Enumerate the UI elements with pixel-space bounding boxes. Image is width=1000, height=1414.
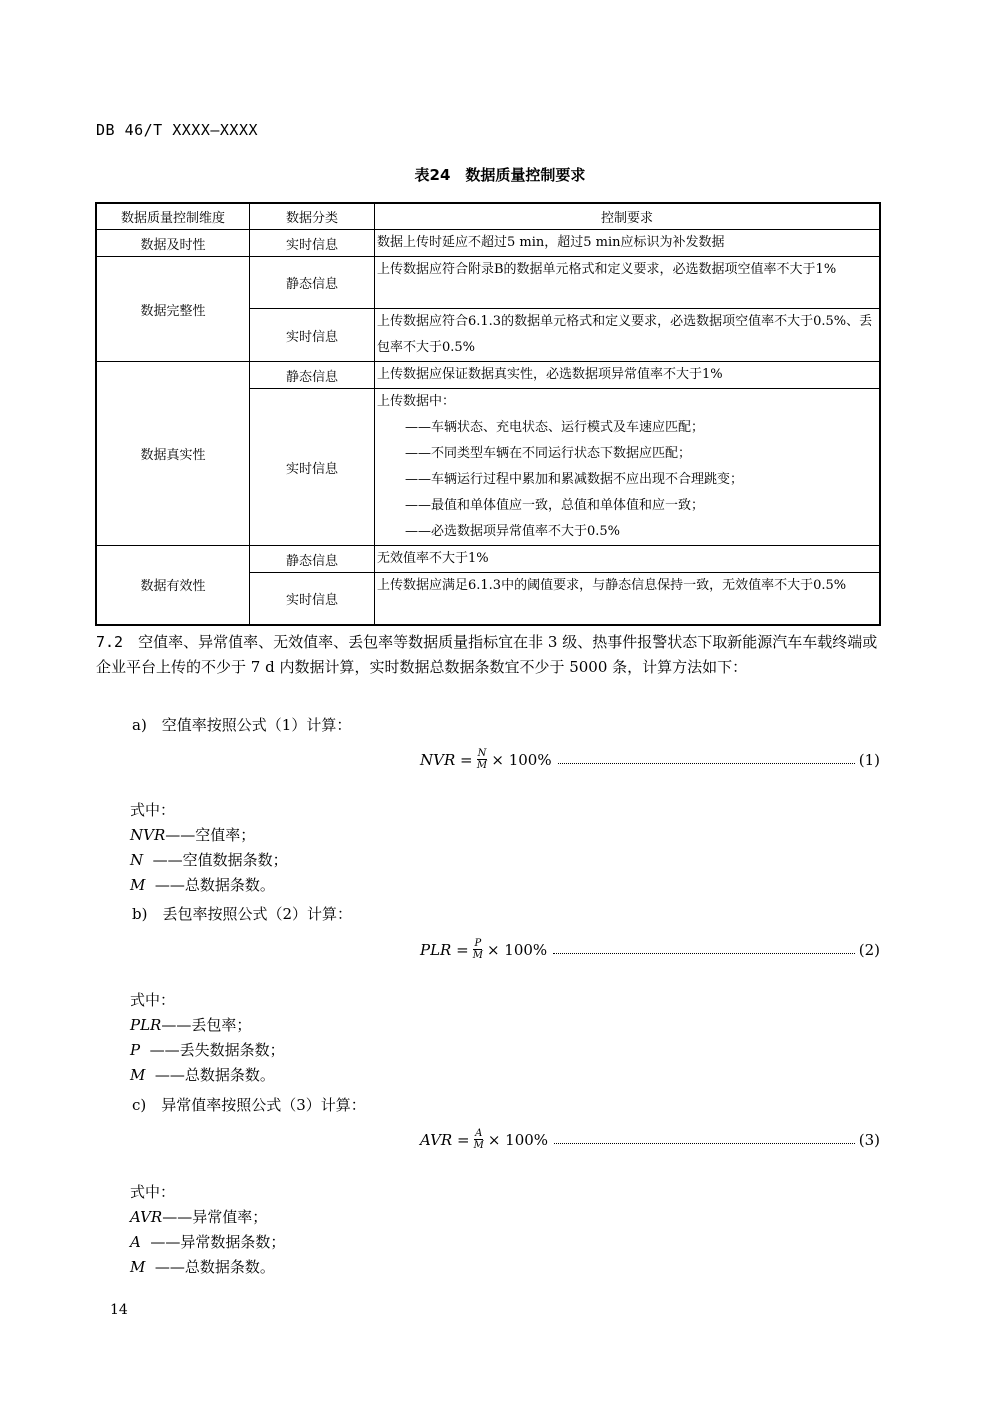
where-label: 式中： <box>130 801 176 819</box>
standard-header: DB 46/T XXXX—XXXX <box>96 121 259 139</box>
definition-line: N ——空值数据条数； <box>130 851 288 869</box>
formula-fraction <box>474 1128 484 1151</box>
table-row <box>96 362 880 389</box>
formula-rhs: × 100% <box>491 750 552 769</box>
formula-lhs: PLR <box>420 940 452 959</box>
requirement-lead: 上传数据中： <box>377 394 456 409</box>
requirement-cell <box>375 389 881 546</box>
category-cell: 静态信息 <box>250 257 375 309</box>
formula-denominator: M <box>476 760 488 771</box>
requirement-item: ——车辆运行过程中累加和累减数据不应出现不合理跳变； <box>405 472 744 487</box>
formula-numerator: N <box>477 748 487 759</box>
formula-fraction <box>477 748 488 771</box>
formula-where <box>96 1180 916 1280</box>
definition-line: A ——异常数据条数； <box>130 1233 286 1251</box>
formula-rhs: × 100% <box>487 1130 549 1149</box>
formula-denominator: M <box>472 950 483 961</box>
formula-fraction <box>473 938 483 961</box>
formula-1: NVR = $\frac{N}{M}$ × 100% (1) <box>420 748 880 771</box>
requirement-item: ——必选数据项异常值率不大于0.5% <box>405 524 621 539</box>
requirement-cell: 无效值率不大于1% <box>375 546 881 573</box>
formula-numerator: P <box>474 938 482 949</box>
dimension-cell: 数据真实性 <box>96 362 250 546</box>
leader-dots <box>554 1143 855 1144</box>
header-dimension: 数据质量控制维度 <box>96 203 250 230</box>
requirement-cell: 上传数据应符合附录B的数据单元格式和定义要求，必选数据项空值率不大于1% <box>375 257 881 309</box>
category-cell: 静态信息 <box>250 546 375 573</box>
table-caption: 表24 数据质量控制要求 <box>414 166 586 184</box>
table-row <box>96 257 880 309</box>
formula-3: AVR = $\frac{A}{M}$ × 100% (3) <box>420 1128 880 1151</box>
header-category: 数据分类 <box>250 203 375 230</box>
definition-line: M ——总数据条数。 <box>130 1258 275 1276</box>
dimension-cell: 数据完整性 <box>96 257 250 362</box>
requirement-cell: 数据上传时延应不超过5 min，超过5 min应标识为补发数据 <box>375 230 881 257</box>
equation-number: (2) <box>858 940 880 959</box>
definition-line: M ——总数据条数。 <box>130 876 275 894</box>
dimension-cell: 数据有效性 <box>96 546 250 625</box>
definition-line: NVR——空值率； <box>130 826 256 844</box>
requirement-cell: 上传数据应满足6.1.3中的阈值要求，与静态信息保持一致，无效值率不大于0.5% <box>375 573 881 625</box>
definition-line: PLR——丢包率； <box>130 1016 252 1034</box>
section-text: 空值率、异常值率、无效值率、丢包率等数据质量指标宜在非 3 级、热事件报警状态下取新能源汽车车载终端或企业平台上传的不少于 7 d 内数据计算，实时数据总数据条数宜不少于 5000 条，计算方法如下： <box>96 633 878 676</box>
equation-number: (3) <box>858 1130 880 1149</box>
equation-number: (1) <box>858 750 880 769</box>
category-cell: 实时信息 <box>250 230 375 257</box>
formula-where <box>96 988 916 1088</box>
header-requirement: 控制要求 <box>375 203 881 230</box>
formula-rhs: × 100% <box>486 940 548 959</box>
category-cell: 实时信息 <box>250 309 375 362</box>
table-row <box>96 546 880 573</box>
dimension-cell: 数据及时性 <box>96 230 250 257</box>
formula-denominator: M <box>473 1140 484 1151</box>
formula-2: PLR = $\frac{P}{M}$ × 100% (2) <box>420 938 880 961</box>
category-cell: 实时信息 <box>250 389 375 546</box>
where-label: 式中： <box>130 991 176 1009</box>
formula-intro: a) 空值率按照公式（1）计算： <box>132 716 352 734</box>
definition-line: AVR——异常值率； <box>130 1208 268 1226</box>
formula-where <box>96 798 916 898</box>
definition-line: P ——丢失数据条数； <box>130 1041 285 1059</box>
leader-dots <box>553 953 855 954</box>
where-label: 式中： <box>130 1183 176 1201</box>
requirement-item: ——不同类型车辆在不同运行状态下数据应匹配； <box>405 446 692 461</box>
category-cell: 静态信息 <box>250 362 375 389</box>
requirement-item: ——最值和单体值应一致，总值和单体值和应一致； <box>405 498 705 513</box>
section-7-2 <box>96 630 882 680</box>
formula-intro: c) 异常值率按照公式（3）计算： <box>132 1096 366 1114</box>
requirement-cell: 上传数据应保证数据真实性，必选数据项异常值率不大于1% <box>375 362 881 389</box>
formula-numerator: A <box>475 1128 483 1139</box>
formula-intro: b) 丢包率按照公式（2）计算： <box>132 905 352 923</box>
section-number: 7.2 <box>96 633 124 651</box>
table-header-row <box>96 203 880 230</box>
requirement-cell: 上传数据应符合6.1.3的数据单元格式和定义要求，必选数据项空值率不大于0.5%、丢包率不大于0.5% <box>375 309 881 362</box>
quality-control-table <box>95 202 881 626</box>
leader-dots <box>558 763 855 764</box>
table-row <box>96 230 880 257</box>
definition-line: M ——总数据条数。 <box>130 1066 275 1084</box>
page-number: 14 <box>110 1302 128 1318</box>
category-cell: 实时信息 <box>250 573 375 625</box>
requirement-item: ——车辆状态、充电状态、运行模式及车速应匹配； <box>405 420 705 435</box>
formula-lhs: NVR <box>420 750 456 769</box>
formula-lhs: AVR <box>420 1130 453 1149</box>
